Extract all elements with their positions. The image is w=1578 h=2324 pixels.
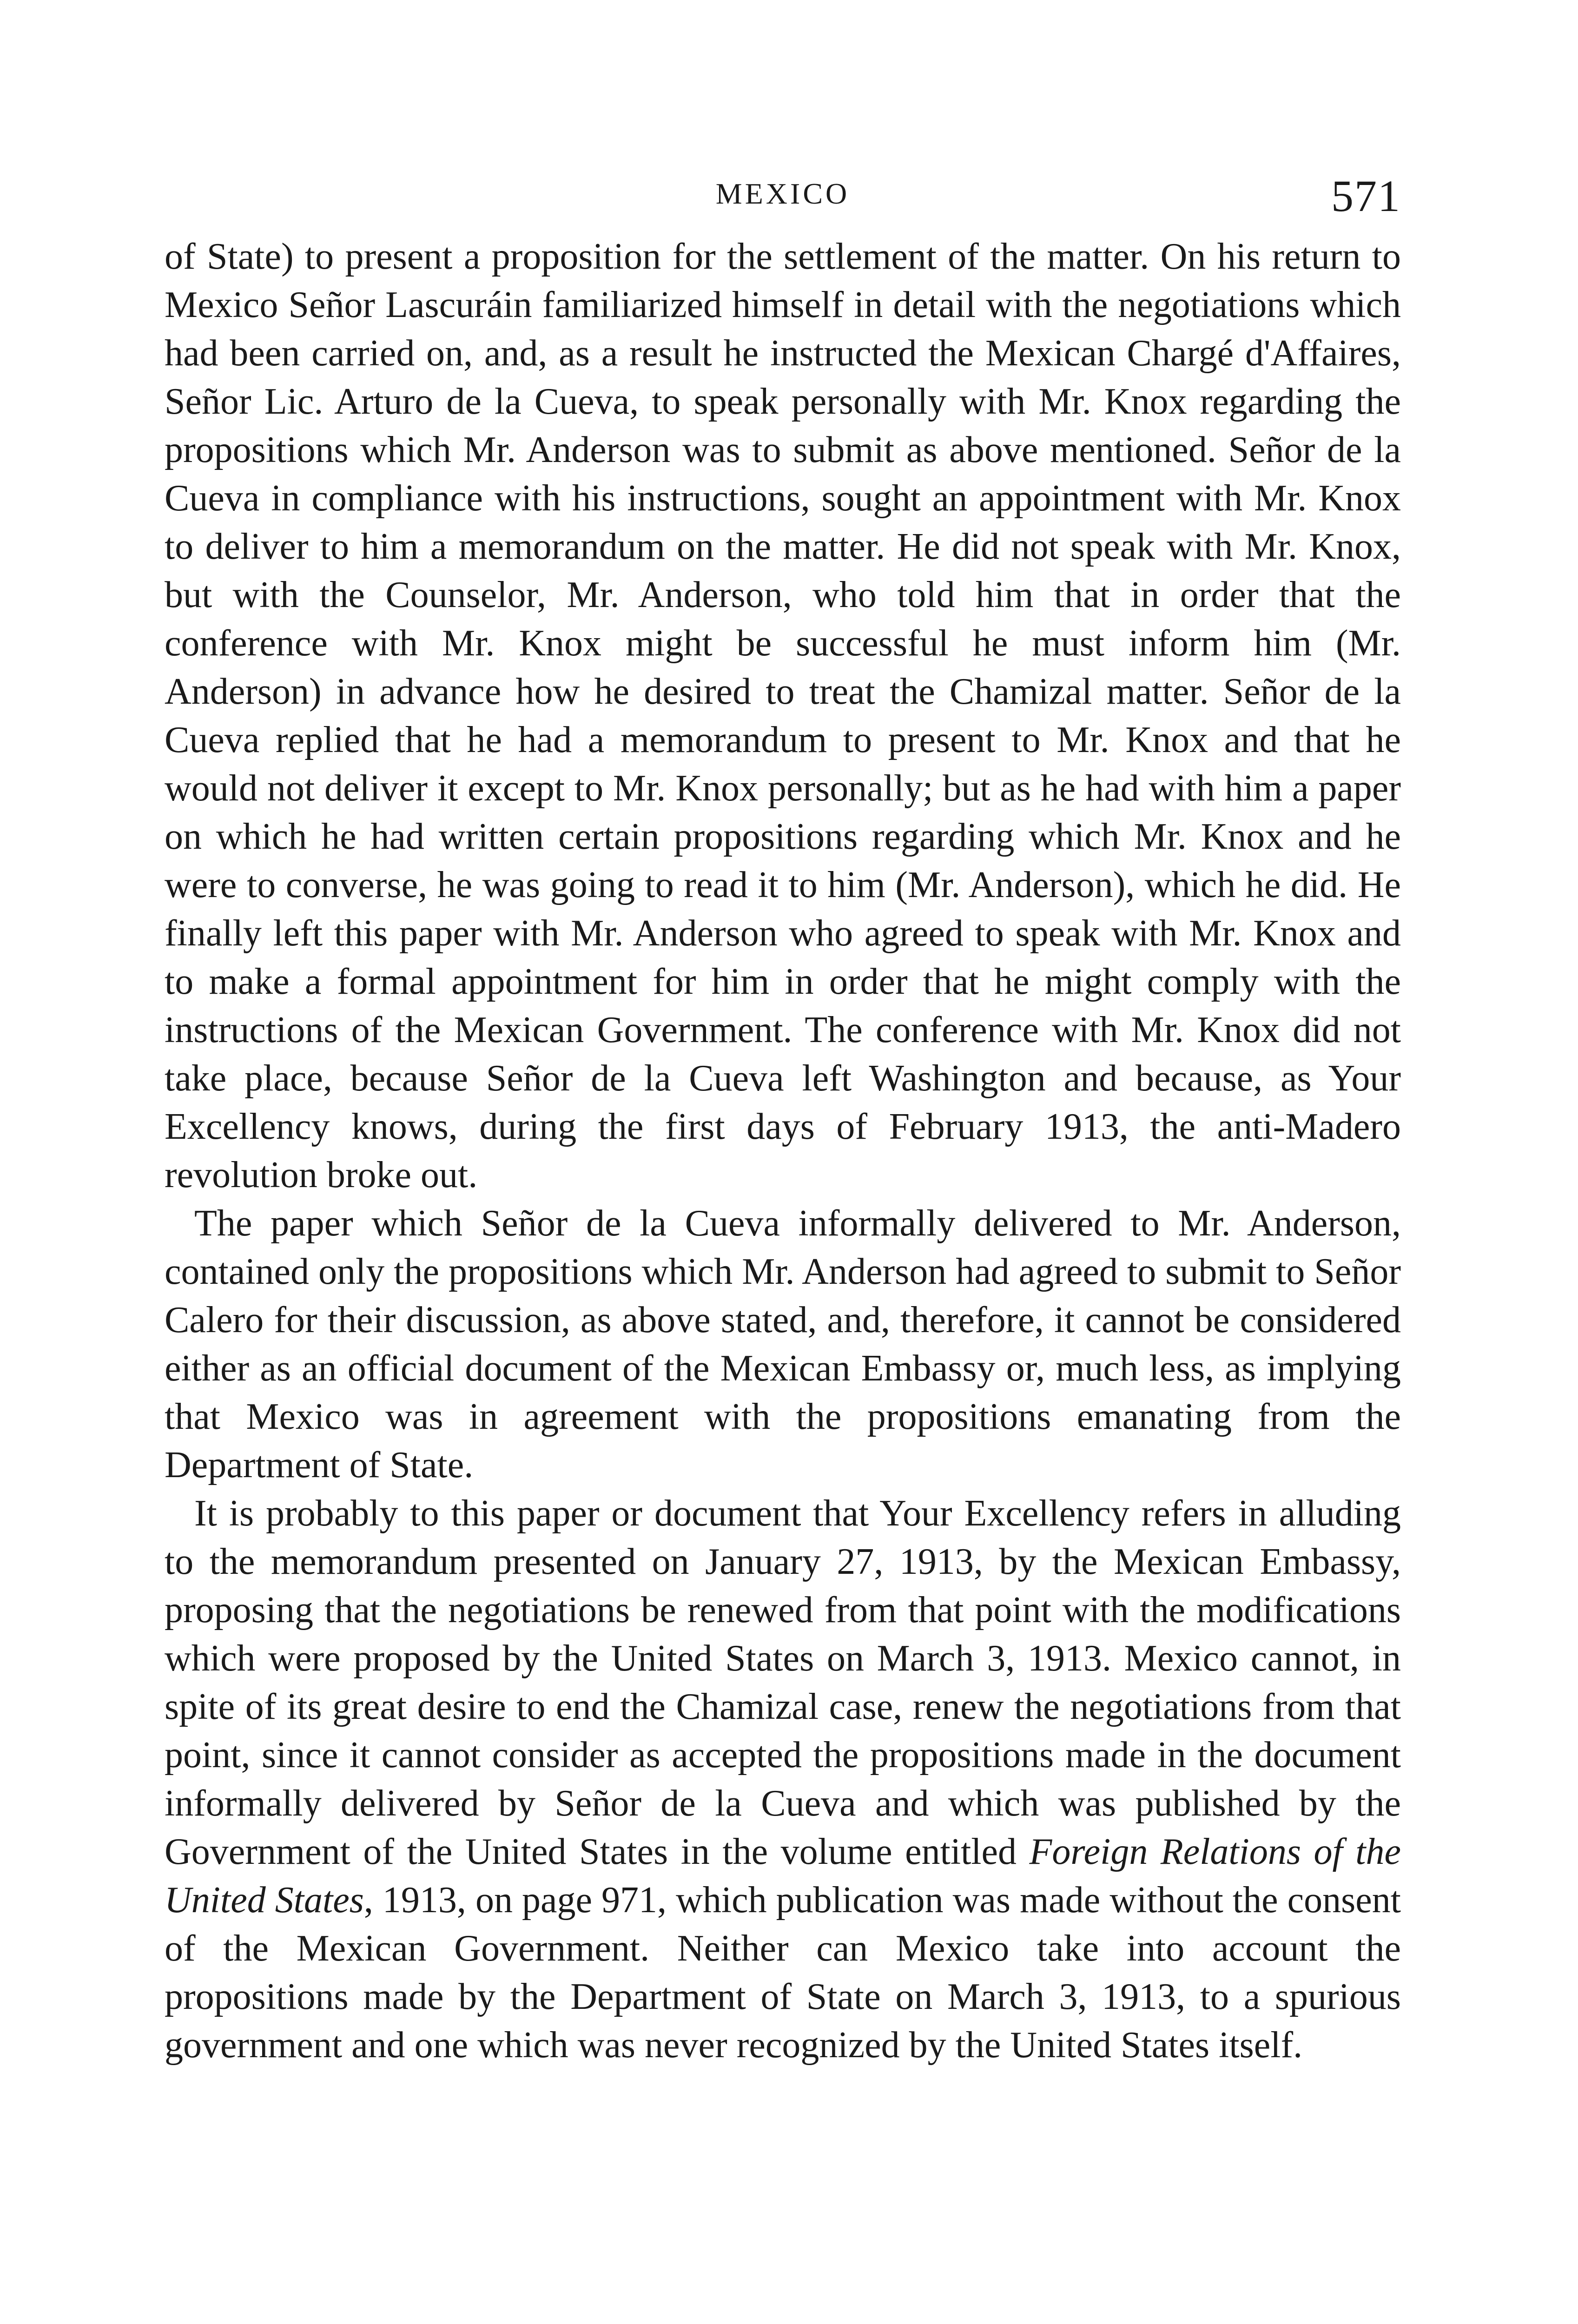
body-text [165, 232, 1401, 2069]
publication-title: Foreign Relations of the United States [165, 1831, 1401, 1921]
document-page [165, 171, 1401, 2069]
page-number: 571 [1331, 171, 1401, 221]
paragraph [165, 1489, 1401, 2069]
running-title: MEXICO [715, 177, 850, 210]
running-header [165, 171, 1401, 232]
paragraph-continuation: of State) to present a proposition for the settlement of the matter. On his return to Mexico Señor Lascuráin familiarized himself in detail with the negotiations which had been carried on, and, as a result he instructed the Mexican Chargé d'Affaires, Señor Lic. Arturo de la Cueva, to speak personally with Mr. Knox regarding the propositions which Mr. Anderson was to submit as above mentioned. Señor de la Cueva in compliance with his instructions, sought an appointment with Mr. Knox to deliver to him a memorandum on the matter. He did not speak with Mr. Knox, but with the Counselor, Mr. Anderson, who told him that in order that the conference with Mr. Knox might be successful he must inform him (Mr. Anderson) in advance how he desired to treat the Chamizal matter. Señor de la Cueva replied that he had a memorandum to present to Mr. Knox and that he would not deliver it except to Mr. Knox personally; but as he had with him a paper on which he had written certain propositions regarding which Mr. Knox and he were to converse, he was going to read it to him (Mr. Anderson), which he did. He finally left this paper with Mr. Anderson who agreed to speak with Mr. Knox and to make a formal appointment for him in order that he might comply with the instructions of the Mexican Government. The conference with Mr. Knox did not take place, because Señor de la Cueva left Washington and because, as Your Excellency knows, during the first days of February 1913, the anti-Madero revolution broke out. [165, 236, 1401, 1195]
paragraph-text: It is probably to this paper or document that Your Excellency refers in alluding to the memorandum presented on January 27, 1913, by the Mexican Embassy, proposing that the negotiations be renewed from that point with the modifications which were proposed by the United States on March 3, 1913. Mexico cannot, in spite of its great desire to end the Chamizal case, renew the negotiations from that point, since it cannot consider as accepted the propositions made in the document informally delivered by Señor de la Cueva and which was published by the Government of the United States in the volume entitled [165, 1493, 1401, 1872]
paragraph-text: , 1913, on page 971, which publication was made without the consent of the Mexican Government. Neither can Mexico take into account the propositions made by the Department of State on March 3, 1913, to a spurious government and one which was never recognized by the United States itself. [165, 1880, 1401, 2066]
paragraph: The paper which Señor de la Cueva informally delivered to Mr. Anderson, contained only the propositions which Mr. Anderson had agreed to submit to Señor Calero for their discussion, as above stated, and, therefore, it cannot be considered either as an official document of the Mexican Embassy or, much less, as implying that Mexico was in agreement with the propositions emanating from the Department of State. [165, 1203, 1401, 1486]
